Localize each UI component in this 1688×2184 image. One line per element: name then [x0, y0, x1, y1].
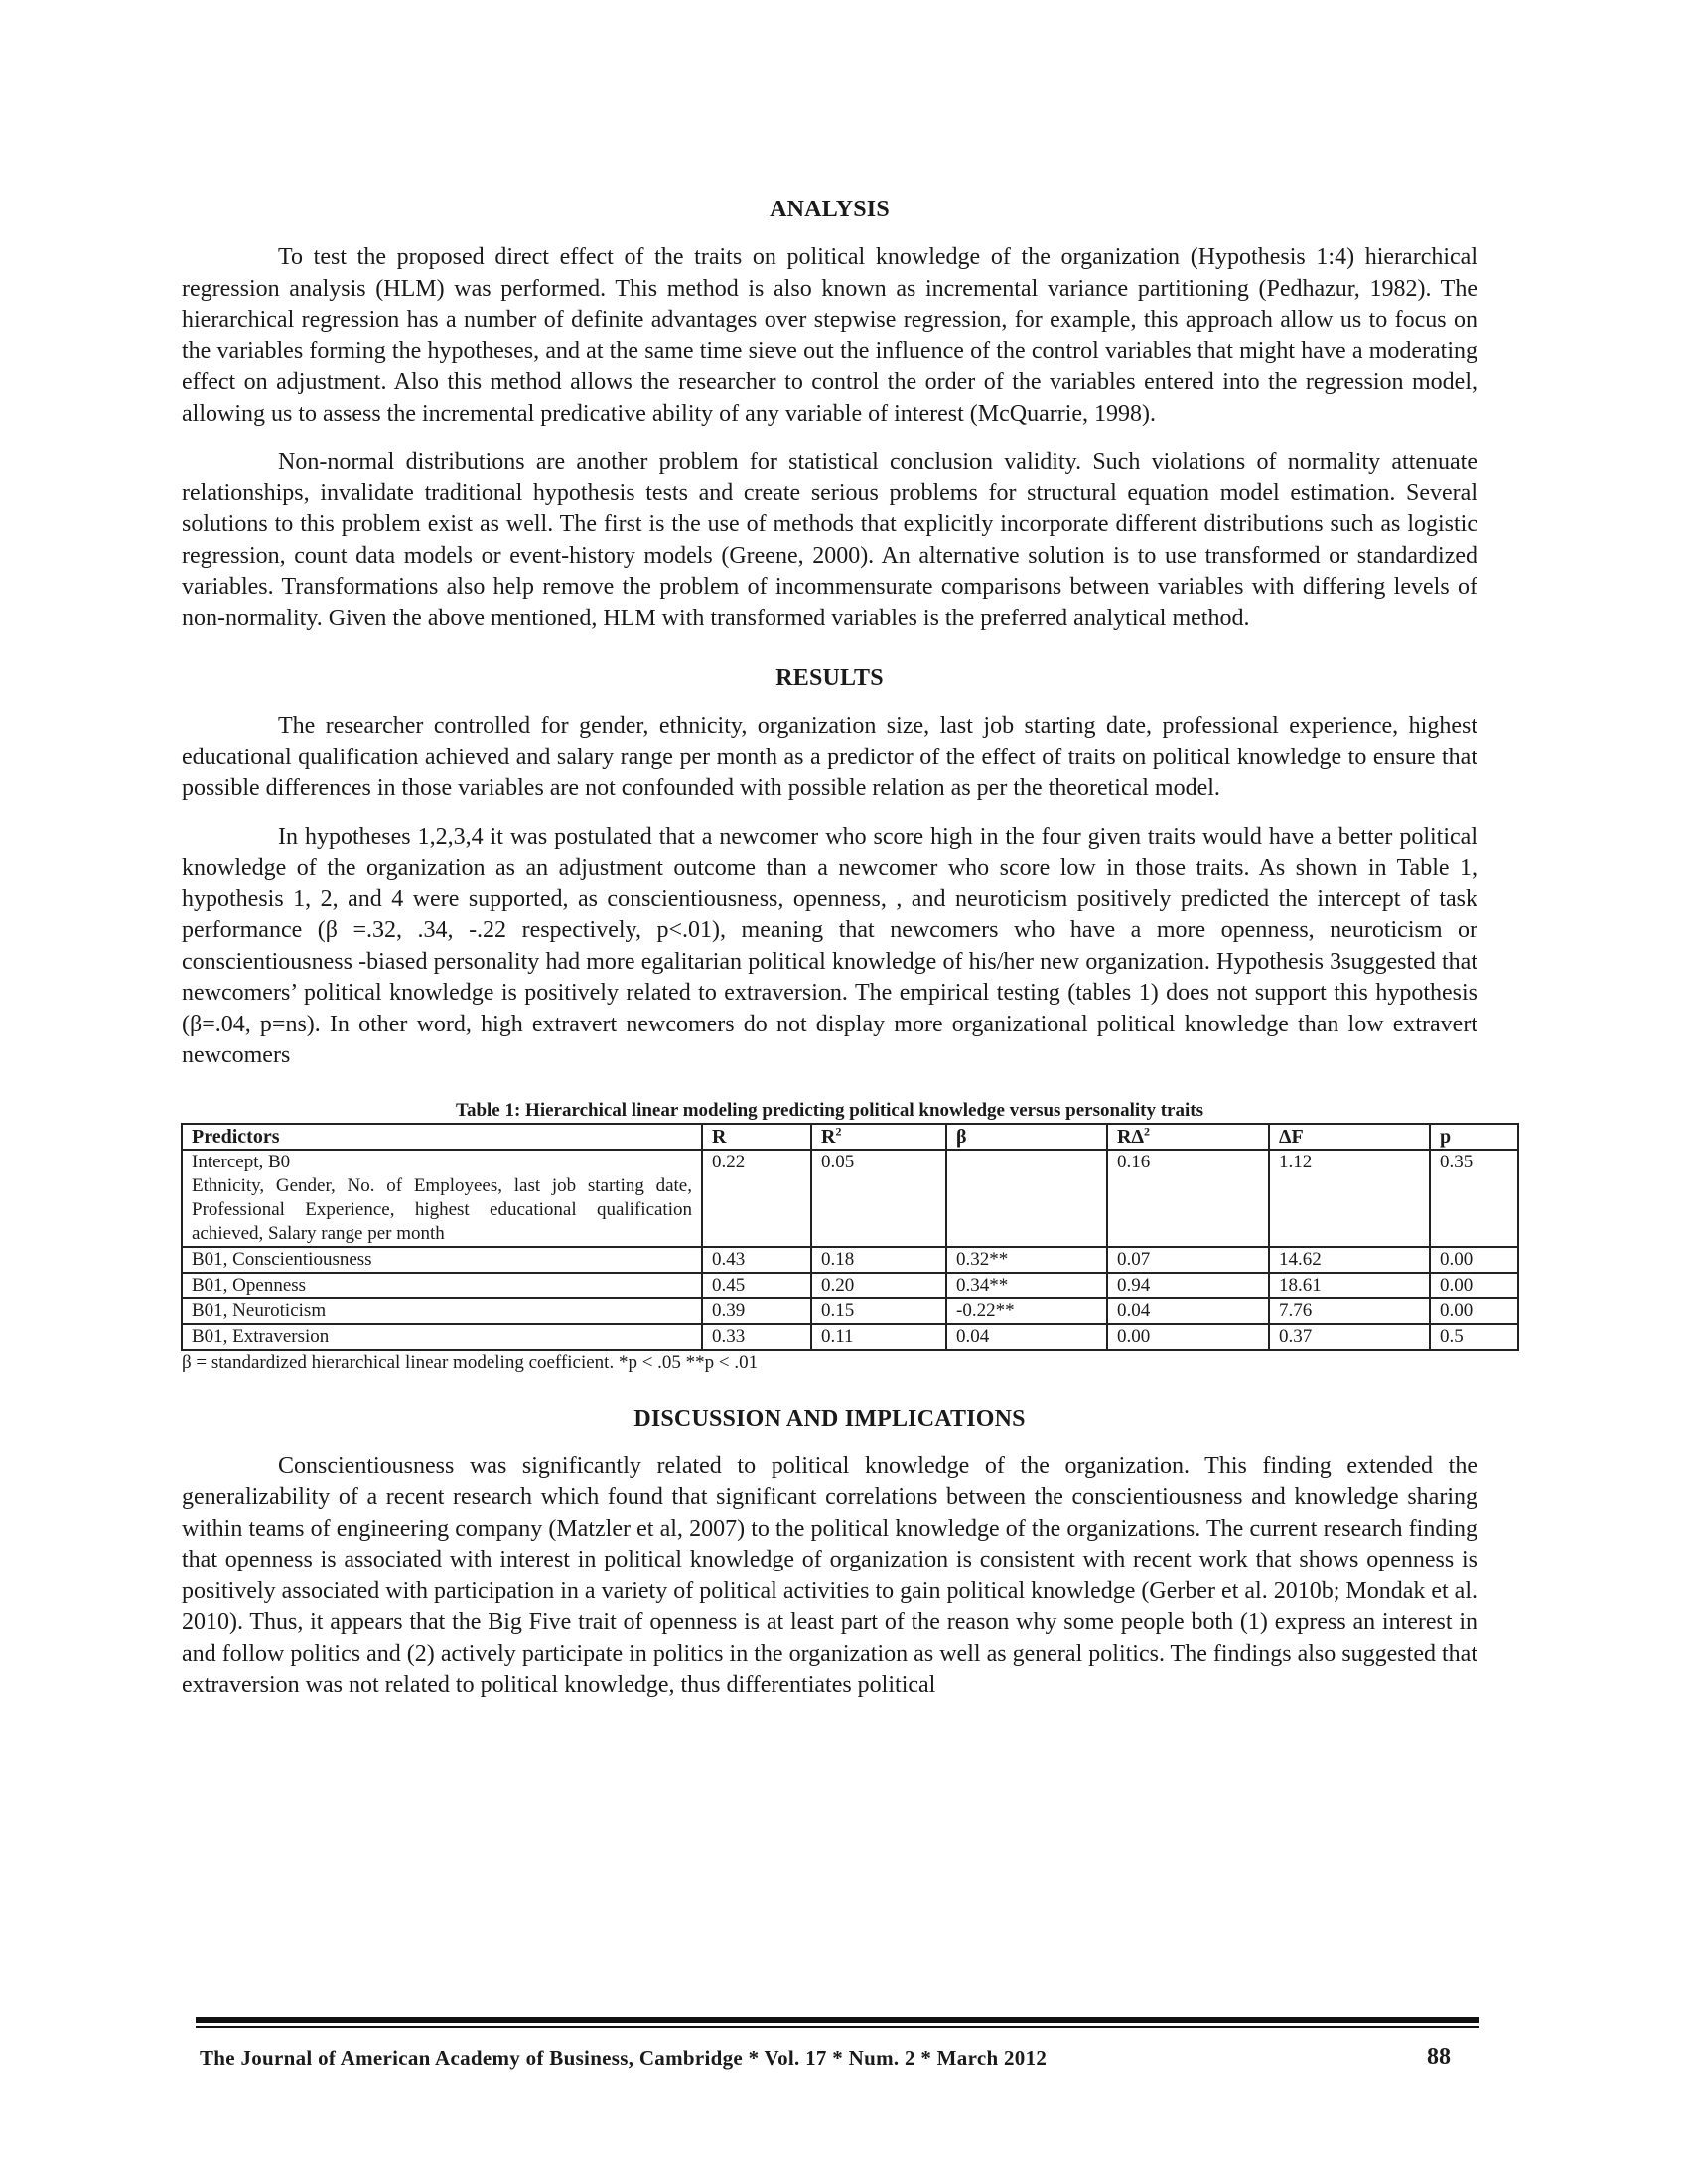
header-r-squared: [811, 1124, 946, 1150]
journal-footer: The Journal of American Academy of Business, Cambridge * Vol. 17 * Num. 2 * March 2012: [200, 2046, 1048, 2070]
header-beta: β: [946, 1124, 1107, 1150]
cell-beta: 0.04: [946, 1324, 1107, 1350]
cell-p: 0.00: [1430, 1247, 1518, 1273]
table-header-row: [182, 1124, 1518, 1150]
predictor-cell: B01, Openness: [182, 1273, 702, 1298]
cell-r: 0.45: [702, 1273, 811, 1298]
page-number: 88: [1427, 2044, 1451, 2070]
results-table: [181, 1123, 1519, 1351]
table-caption: Table 1: Hierarchical linear modeling predicting political knowledge versus personality traits: [456, 1099, 1203, 1121]
table-row: [182, 1324, 1518, 1350]
cell-r-squared: 0.05: [811, 1150, 946, 1247]
discussion-heading: DISCUSSION AND IMPLICATIONS: [633, 1405, 1026, 1432]
analysis-paragraph: Non-normal distributions are another problem for statistical conclusion validity. Such violations of normality attenuate relationships, invalidate traditional hypothesis tests and create serious problems for structural equation model estimation. Several solutions to this problem exist as well. The first is the use of methods that explicitly incorporate different distributions such as logistic regression, count data models or event-history models (Greene, 2000). An alternative solution is to use transformed or standardized variables. Transformations also help remove the problem of incommensurate comparisons between variables with differing levels of non-normality. Given the above mentioned, HLM with transformed variables is the preferred analytical method.: [182, 449, 1477, 631]
cell-r-squared: 0.20: [811, 1273, 946, 1298]
analysis-paragraph: To test the proposed direct effect of the traits on political knowledge of the organization (Hypothesis 1:4) hierarchical regression analysis (HLM) was performed. This method is also known as incremental variance partitioning (Pedhazur, 1982). The hierarchical regression has a number of definite advantages over stepwise regression, for example, this approach allow us to focus on the variables forming the hypotheses, and at the same time sieve out the influence of the control variables that might have a moderating effect on adjustment. Also this method allows the researcher to control the order of the variables entered into the regression model, allowing us to assess the incremental predicative ability of any variable of interest (McQuarrie, 1998).: [182, 244, 1477, 427]
analysis-heading: ANALYSIS: [770, 197, 890, 222]
header-p: p: [1430, 1124, 1518, 1150]
cell-r-delta-squared: 0.00: [1107, 1324, 1269, 1350]
predictor-cell: [182, 1150, 702, 1247]
table-row: [182, 1298, 1518, 1324]
cell-delta-f: 14.62: [1269, 1247, 1430, 1273]
cell-r-delta-squared: 0.07: [1107, 1247, 1269, 1273]
cell-r-squared: 0.18: [811, 1247, 946, 1273]
cell-r-squared: 0.11: [811, 1324, 946, 1350]
cell-r: 0.43: [702, 1247, 811, 1273]
cell-beta: [946, 1150, 1107, 1247]
header-r-squared-sup: 2: [835, 1123, 842, 1138]
table-row: [182, 1273, 1518, 1298]
cell-beta: 0.34**: [946, 1273, 1107, 1298]
header-r: R: [702, 1124, 811, 1150]
header-r-squared-base: R: [821, 1125, 836, 1148]
cell-delta-f: 18.61: [1269, 1273, 1430, 1298]
footer-rule: [196, 2026, 1479, 2028]
cell-beta: -0.22**: [946, 1298, 1107, 1324]
table-row: [182, 1150, 1518, 1247]
cell-delta-f: 7.76: [1269, 1298, 1430, 1324]
header-predictors: Predictors: [182, 1124, 702, 1150]
header-delta-f: ΔF: [1269, 1124, 1430, 1150]
predictor-cell: B01, Conscientiousness: [182, 1247, 702, 1273]
cell-delta-f: 0.37: [1269, 1324, 1430, 1350]
results-heading: RESULTS: [775, 665, 884, 691]
results-paragraph: The researcher controlled for gender, ethnicity, organization size, last job starting date, professional experience, highest educational qualification achieved and salary range per month as a predictor of the effect of traits on political knowledge to ensure that possible differences in those variables are not confounded with possible relation as per the theoretical model.: [182, 713, 1477, 801]
cell-p: 0.00: [1430, 1298, 1518, 1324]
cell-p: 0.00: [1430, 1273, 1518, 1298]
cell-r-delta-squared: 0.04: [1107, 1298, 1269, 1324]
predictor-intercept: Intercept, B0: [192, 1151, 291, 1172]
cell-r: 0.39: [702, 1298, 811, 1324]
table-note: β = standardized hierarchical linear modeling coefficient. *p < .05 **p < .01: [182, 1351, 759, 1373]
cell-r-delta-squared: 0.16: [1107, 1150, 1269, 1247]
predictor-cell: B01, Extraversion: [182, 1324, 702, 1350]
cell-p: 0.5: [1430, 1324, 1518, 1350]
footer-rule: [196, 2017, 1479, 2023]
header-r-delta-base: RΔ: [1117, 1125, 1144, 1148]
cell-p: 0.35: [1430, 1150, 1518, 1247]
table-row: [182, 1247, 1518, 1273]
cell-delta-f: 1.12: [1269, 1150, 1430, 1247]
predictor-cell: B01, Neuroticism: [182, 1298, 702, 1324]
cell-r: 0.22: [702, 1150, 811, 1247]
cell-r: 0.33: [702, 1324, 811, 1350]
cell-r-delta-squared: 0.94: [1107, 1273, 1269, 1298]
cell-r-squared: 0.15: [811, 1298, 946, 1324]
results-paragraph: In hypotheses 1,2,3,4 it was postulated that a newcomer who score high in the four given traits would have a better political knowledge of the organization as an adjustment outcome than a newcomer who score low in those traits. As shown in Table 1, hypothesis 1, 2, and 4 were supported, as conscientiousness, openness, , and neuroticism positively predicted the intercept of task performance (β =.32, .34, -.22 respectively, p<.01), meaning that newcomers who have a more openness, neuroticism or conscientiousness -biased personality had more egalitarian political knowledge of his/her new organization. Hypothesis 3suggested that newcomers’ political knowledge is positively related to extraversion. The empirical testing (tables 1) does not support this hypothesis (β=.04, p=ns). In other word, high extravert newcomers do not display more organizational political knowledge than low extravert newcomers: [182, 823, 1477, 1068]
predictor-controls: Ethnicity, Gender, No. of Employees, last job starting date, Professional Experience, highest educational qualification achieved, Salary range per month: [192, 1174, 692, 1244]
page-body: [182, 194, 1477, 1702]
cell-beta: 0.32**: [946, 1247, 1107, 1273]
header-r-delta-sup: 2: [1143, 1123, 1150, 1138]
header-r-delta-squared: [1107, 1124, 1269, 1150]
discussion-paragraph: Conscientiousness was significantly related to political knowledge of the organization. This finding extended the generalizability of a recent research which found that significant correlations between the conscientiousness and knowledge sharing within teams of engineering company (Matzler et al, 2007) to the political knowledge of the organizations. The current research finding that openness is associated with interest in political knowledge of organization is consistent with recent work that shows openness is positively associated with participation in a variety of political activities to gain political knowledge (Gerber et al. 2010b; Mondak et al. 2010). Thus, it appears that the Big Five trait of openness is at least part of the reason why some people both (1) express an interest in and follow politics and (2) actively participate in politics in the organization as well as general politics. The findings also suggested that extraversion was not related to political knowledge, thus differentiates political: [182, 1452, 1477, 1698]
